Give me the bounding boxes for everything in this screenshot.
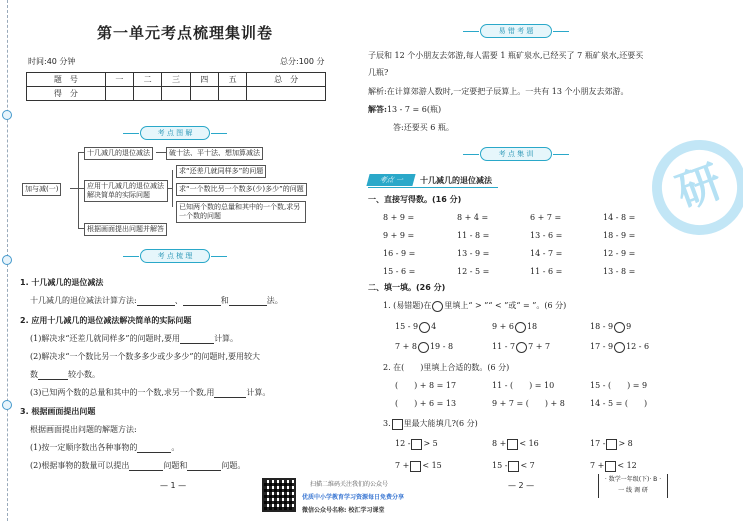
max-fill-item bbox=[492, 460, 535, 472]
sub-question-title bbox=[383, 300, 566, 312]
arithmetic-item[interactable]: 11 - 6 = bbox=[530, 267, 563, 276]
sub-question-title: 2. 在( )里填上合适的数。(6 分) bbox=[383, 363, 510, 372]
answer-box-input[interactable] bbox=[508, 461, 519, 472]
answer-box-input[interactable] bbox=[410, 461, 421, 472]
section-heading: 1. 十几减几的退位减法 bbox=[20, 278, 104, 287]
arithmetic-item[interactable]: 8 + 9 = bbox=[383, 213, 415, 222]
fill-in-line bbox=[30, 442, 179, 453]
table-cell: 得 分 bbox=[27, 87, 106, 101]
compare-item bbox=[395, 341, 453, 353]
answer-blank[interactable] bbox=[137, 444, 171, 453]
mindmap-root: 加与减(一) bbox=[22, 183, 61, 196]
fill-number-item[interactable]: 9 + 7 = ( ) + 8 bbox=[492, 399, 565, 408]
arithmetic-item[interactable]: 11 - 8 = bbox=[457, 231, 490, 240]
text: 问题。 bbox=[221, 461, 246, 470]
section-badge-drill: 考 点 集 训 bbox=[480, 147, 552, 161]
table-cell: 五 bbox=[218, 73, 246, 87]
time-limit: 时间:40 分钟 bbox=[28, 57, 76, 66]
fill-in-line bbox=[30, 387, 270, 398]
problem-text: 子辰和 12 个小朋友去郊游,每人需要 1 瓶矿泉水,已经买了 7 瓶矿泉水,还要买 bbox=[368, 51, 644, 60]
text: 问题和 bbox=[163, 461, 188, 470]
compare-left: 11 - 7 bbox=[492, 342, 516, 351]
text: (1)按一定顺序数出各种事物的 bbox=[30, 443, 138, 452]
arithmetic-item[interactable]: 15 - 6 = bbox=[383, 267, 416, 276]
compare-item bbox=[492, 341, 550, 353]
answer-blank[interactable] bbox=[214, 389, 246, 398]
section-badge-map: 考 点 图 解 bbox=[140, 126, 210, 140]
expr-left: 17 - bbox=[590, 439, 606, 448]
expr-right: < 15 bbox=[422, 461, 442, 470]
question-heading: 一、直接写得数。(16 分) bbox=[368, 195, 462, 204]
fill-in-line bbox=[30, 333, 238, 344]
square-icon bbox=[392, 419, 403, 430]
expr-right: < 16 bbox=[519, 439, 539, 448]
compare-right: 9 bbox=[626, 322, 632, 331]
fill-in-line bbox=[30, 295, 283, 306]
score-table bbox=[26, 72, 326, 101]
fill-number-item[interactable]: 15 - ( ) = 9 bbox=[590, 381, 648, 390]
compare-circle-input[interactable] bbox=[419, 322, 430, 333]
answer-box-input[interactable] bbox=[605, 461, 616, 472]
fill-in-line bbox=[30, 460, 245, 471]
qr-code[interactable] bbox=[262, 478, 296, 512]
compare-item bbox=[492, 321, 537, 333]
text: 计算。 bbox=[214, 334, 239, 343]
compare-circle-input[interactable] bbox=[418, 342, 429, 353]
table-cell: 总 分 bbox=[247, 73, 326, 87]
text: 十几减几的退位减法计算方法: bbox=[30, 296, 137, 305]
mindmap-connector bbox=[78, 152, 79, 228]
mindmap-connector bbox=[70, 188, 78, 189]
promo-line: 优质中小学教育学习资源每日免费分享 bbox=[302, 494, 405, 501]
page-number: — 1 — bbox=[160, 481, 187, 490]
divider bbox=[368, 187, 498, 188]
left-page bbox=[0, 0, 345, 521]
arithmetic-item[interactable]: 13 - 9 = bbox=[457, 249, 490, 258]
compare-circle-input[interactable] bbox=[614, 342, 625, 353]
fill-number-item[interactable]: 11 - ( ) = 10 bbox=[492, 381, 555, 390]
text: 。 bbox=[171, 443, 180, 452]
text: 和 bbox=[220, 296, 229, 305]
arithmetic-item[interactable]: 9 + 9 = bbox=[383, 231, 415, 240]
text: 里最大能填几?(6 分) bbox=[403, 419, 478, 428]
text-line: (2)解决求“一个数比另一个数多多少或少多少”的问题时,要用较大 bbox=[30, 352, 261, 361]
compare-right: 7 + 7 bbox=[528, 342, 551, 351]
compare-left: 15 - 9 bbox=[395, 322, 419, 331]
footer-line: · 数学一年级(下)· B · bbox=[604, 476, 662, 483]
mindmap-leaf: 破十法、平十法、想加算减法 bbox=[166, 147, 263, 160]
analysis-text: 解析:在计算郊游人数时,一定要把子辰算上。一共有 13 个小朋友去郊游。 bbox=[368, 87, 629, 96]
table-cell: 二 bbox=[133, 73, 161, 87]
promo-caption: 扫描二维码关注我们的公众号 bbox=[310, 481, 389, 488]
arithmetic-item[interactable]: 12 - 5 = bbox=[457, 267, 490, 276]
arithmetic-item[interactable]: 8 + 4 = bbox=[457, 213, 489, 222]
answer-blank[interactable] bbox=[137, 297, 175, 306]
answer-line bbox=[368, 104, 441, 115]
arithmetic-item[interactable]: 13 - 6 = bbox=[530, 231, 563, 240]
sub-question-title bbox=[383, 418, 478, 430]
max-fill-item bbox=[395, 460, 442, 472]
score-table-score-row bbox=[27, 87, 326, 101]
compare-left: 18 - 9 bbox=[590, 322, 614, 331]
answer-blank[interactable] bbox=[187, 462, 221, 471]
arithmetic-item[interactable]: 13 - 8 = bbox=[603, 267, 636, 276]
answer-blank[interactable] bbox=[229, 297, 267, 306]
answer-reply: 答:还要买 6 瓶。 bbox=[393, 123, 454, 132]
answer-blank[interactable] bbox=[38, 371, 68, 380]
compare-left: 9 + 6 bbox=[492, 322, 514, 331]
mindmap-leaf: 求“还差几就同样多”的问题 bbox=[176, 165, 266, 178]
mindmap-branch-2: 应用十几减几的退位减法解决简单的实际问题 bbox=[84, 180, 168, 202]
text: 数 bbox=[30, 370, 38, 379]
mind-map bbox=[20, 143, 345, 238]
point-tag: 考点 一 bbox=[366, 174, 415, 186]
section-badge-error: 易 错 考 题 bbox=[480, 24, 552, 38]
fill-number-item[interactable]: ( ) + 6 = 13 bbox=[395, 399, 457, 408]
expr-left: 7 + bbox=[590, 461, 605, 470]
arithmetic-item[interactable]: 14 - 7 = bbox=[530, 249, 563, 258]
text: (3)已知两个数的总量和其中的一个数,求另一个数,用 bbox=[30, 388, 215, 397]
text: 、 bbox=[174, 296, 183, 305]
page-number: — 2 — bbox=[508, 481, 535, 490]
compare-right: 12 - 6 bbox=[626, 342, 650, 351]
expr-right: > 5 bbox=[423, 439, 438, 448]
answer-blank[interactable] bbox=[180, 335, 214, 344]
compare-item bbox=[395, 321, 436, 333]
expr-left: 8 + bbox=[492, 439, 507, 448]
score-cell[interactable] bbox=[133, 87, 161, 101]
text: 3. bbox=[383, 419, 391, 428]
answer-expression: 13 - 7 = 6(瓶) bbox=[386, 105, 442, 114]
footer-line: 一 线 调 研 bbox=[618, 487, 648, 494]
text: 里填上“ > ”“ < ”或“ = ”。(6 分) bbox=[444, 301, 567, 310]
table-cell: 三 bbox=[162, 73, 190, 87]
section-badge-review: 考 点 梳 理 bbox=[140, 249, 210, 263]
text-line: 根据画面提出问题的解题方法: bbox=[30, 425, 137, 434]
compare-left: 17 - 9 bbox=[590, 342, 614, 351]
binding-hole bbox=[2, 255, 12, 265]
expr-left: 15 - bbox=[492, 461, 508, 470]
score-cell[interactable] bbox=[105, 87, 133, 101]
watermark-stamp: 研 bbox=[639, 127, 743, 249]
compare-item bbox=[590, 321, 631, 333]
section-heading: 2. 应用十几减几的退位减法解决简单的实际问题 bbox=[20, 316, 192, 325]
table-cell: 一 bbox=[105, 73, 133, 87]
arithmetic-item[interactable]: 16 - 9 = bbox=[383, 249, 416, 258]
mindmap-connector bbox=[156, 152, 166, 153]
expr-left: 7 + bbox=[395, 461, 410, 470]
compare-left: 7 + 8 bbox=[395, 342, 417, 351]
compare-right: 18 bbox=[526, 322, 538, 331]
text: (1)解决求“还差几就同样多”的问题时,要用 bbox=[30, 334, 181, 343]
answer-blank[interactable] bbox=[129, 462, 163, 471]
compare-right: 4 bbox=[431, 322, 437, 331]
arithmetic-item[interactable]: 14 - 8 = bbox=[603, 213, 636, 222]
answer-blank[interactable] bbox=[183, 297, 221, 306]
max-fill-item bbox=[590, 460, 637, 472]
answer-label: 解答: bbox=[368, 104, 387, 114]
max-fill-item bbox=[395, 438, 438, 450]
point-title: 十几减几的退位减法 bbox=[420, 176, 492, 185]
text: 法。 bbox=[266, 296, 283, 305]
score-table-header-row bbox=[27, 73, 326, 87]
compare-right: 19 - 8 bbox=[429, 342, 454, 351]
promo-account: 微信公众号名称: 校汇学习课堂 bbox=[302, 507, 385, 514]
score-cell[interactable] bbox=[218, 87, 246, 101]
mindmap-branch-1: 十几减几的退位减法 bbox=[84, 147, 153, 160]
expr-right: > 8 bbox=[618, 439, 633, 448]
mindmap-branch-3: 根据画面提出问题并解答 bbox=[84, 223, 167, 236]
expr-right: < 12 bbox=[617, 461, 637, 470]
text: 1. (易错题)在 bbox=[383, 301, 432, 310]
text: 计算。 bbox=[246, 388, 271, 397]
arithmetic-item[interactable]: 18 - 9 = bbox=[603, 231, 636, 240]
score-cell[interactable] bbox=[190, 87, 218, 101]
answer-box-input[interactable] bbox=[507, 439, 518, 450]
arithmetic-item[interactable]: 6 + 7 = bbox=[530, 213, 562, 222]
mindmap-leaf: 求“一个数比另一个数多(少)多少”的问题 bbox=[176, 183, 307, 196]
section-heading: 3. 根据画面提出问题 bbox=[20, 407, 96, 416]
binding-hole bbox=[2, 400, 12, 410]
text: (2)根据事物的数量可以提出 bbox=[30, 461, 130, 470]
text: 较小数。 bbox=[68, 370, 100, 379]
total-score: 总分:100 分 bbox=[280, 57, 325, 66]
binding-hole bbox=[2, 110, 12, 120]
score-cell[interactable] bbox=[162, 87, 190, 101]
fill-number-item[interactable]: ( ) + 8 = 17 bbox=[395, 381, 457, 390]
page-title: 第一单元考点梳理集训卷 bbox=[96, 24, 273, 42]
problem-text: 几瓶? bbox=[368, 68, 389, 77]
fill-number-item[interactable]: 14 - 5 = ( ) bbox=[590, 399, 648, 408]
compare-circle-input[interactable] bbox=[516, 342, 527, 353]
expr-right: < 7 bbox=[520, 461, 535, 470]
mindmap-connector bbox=[172, 170, 173, 207]
arithmetic-item[interactable]: 12 - 9 = bbox=[603, 249, 636, 258]
max-fill-item bbox=[590, 438, 633, 450]
fill-in-line bbox=[30, 369, 100, 380]
score-cell[interactable] bbox=[247, 87, 326, 101]
question-heading: 二、填一填。(26 分) bbox=[368, 283, 446, 292]
table-cell: 四 bbox=[190, 73, 218, 87]
series-footer bbox=[598, 474, 668, 498]
max-fill-item bbox=[492, 438, 539, 450]
answer-box-input[interactable] bbox=[606, 439, 617, 450]
table-cell: 题 号 bbox=[27, 73, 106, 87]
circle-icon bbox=[432, 301, 443, 312]
compare-circle-input[interactable] bbox=[515, 322, 526, 333]
expr-left: 12 - bbox=[395, 439, 411, 448]
mindmap-leaf: 已知两个数的总量和其中的一个数,求另一个数的问题 bbox=[176, 201, 306, 223]
compare-item bbox=[590, 341, 649, 353]
answer-box-input[interactable] bbox=[411, 439, 422, 450]
compare-circle-input[interactable] bbox=[614, 322, 625, 333]
